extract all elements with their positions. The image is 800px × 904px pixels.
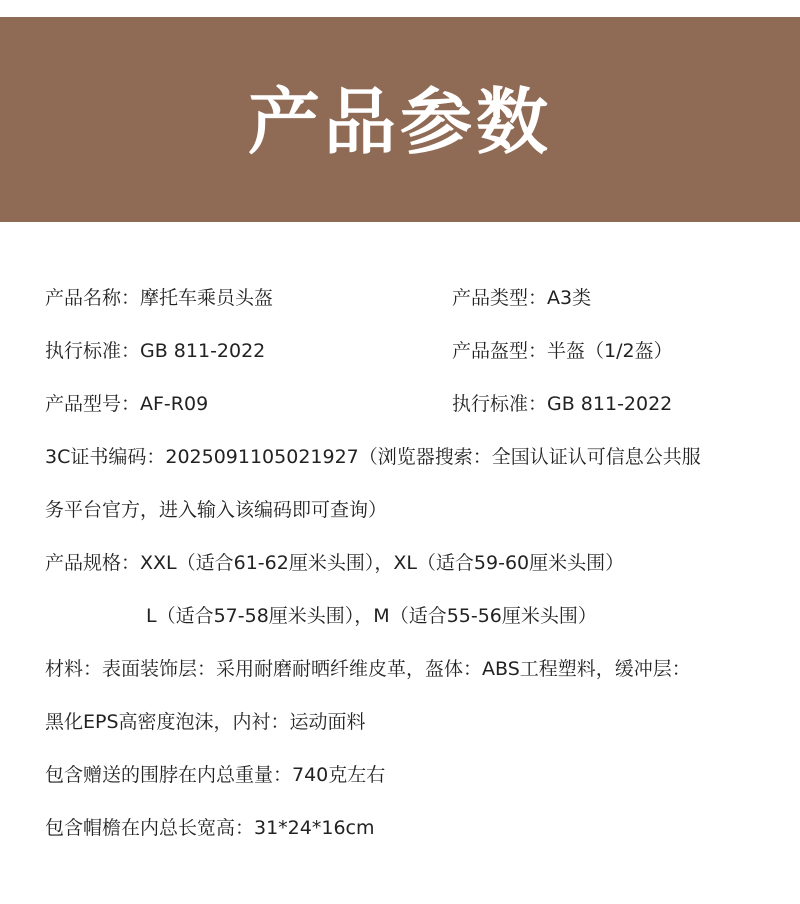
material-line1: 材料：表面装饰层：采用耐磨耐晒纤维皮革，盔体：ABS工程塑料，缓冲层： bbox=[45, 658, 691, 680]
standard-left: 执行标准：GB 811-2022 bbox=[45, 340, 266, 362]
helmet-style: 产品盔型：半盔（1/2盔） bbox=[452, 340, 673, 362]
size-spec-line2: L（适合57-58厘米头围），M（适合55-56厘米头围） bbox=[146, 605, 597, 627]
cert-code-line1: 3C证书编码：2025091105021927（浏览器搜索：全国认证认可信息公共服 bbox=[45, 446, 701, 468]
model-number: 产品型号：AF-R09 bbox=[45, 393, 209, 415]
material-line2: 黑化EPS高密度泡沫，内衬：运动面料 bbox=[45, 711, 366, 733]
product-name: 产品名称：摩托车乘员头盔 bbox=[45, 287, 274, 309]
standard-right: 执行标准：GB 811-2022 bbox=[452, 393, 673, 415]
size-spec-line1: 产品规格：XXL（适合61-62厘米头围），XL（适合59-60厘米头围） bbox=[45, 552, 625, 574]
page-title: 产品参数 bbox=[247, 79, 552, 164]
header-banner bbox=[0, 17, 800, 222]
cert-code-line2: 务平台官方，进入输入该编码即可查询） bbox=[45, 499, 388, 521]
total-weight: 包含赠送的围脖在内总重量：740克左右 bbox=[45, 764, 386, 786]
total-dimensions: 包含帽檐在内总长宽高：31*24*16cm bbox=[45, 817, 375, 839]
product-type: 产品类型：A3类 bbox=[452, 287, 592, 309]
